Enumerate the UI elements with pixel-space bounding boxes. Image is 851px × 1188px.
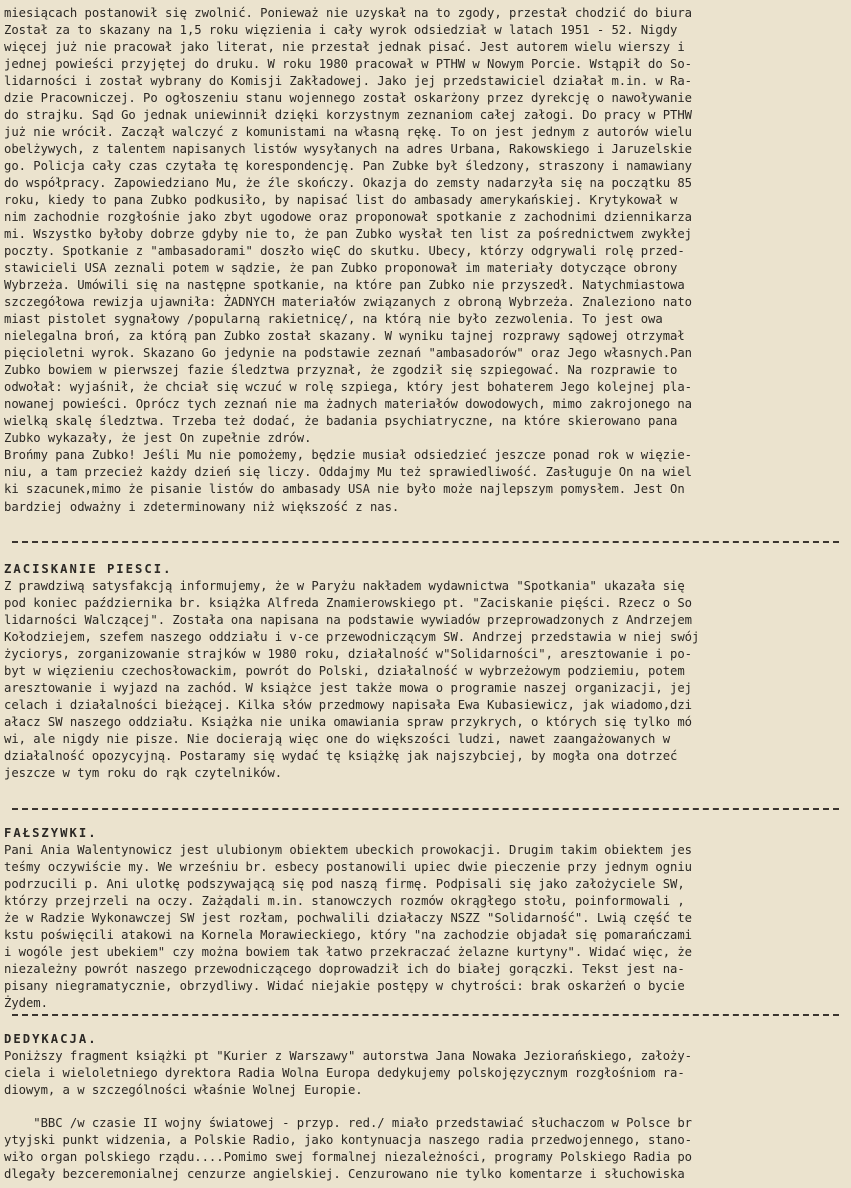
text-line: Zubko bowiem w pierwszej fazie śledztwa przyznał, że zgodził się szpiegować. Na rozprawie to — [4, 363, 678, 377]
text-line: miast pistolet sygnałowy /popularną rakietnicę/, na którą nie było zezwolenia. To jest owa — [4, 312, 663, 326]
text-line: ytyjski punkt widzenia, a Polskie Radio, jako kontynuacja naszego radia przedwojennego, stano- — [4, 1133, 692, 1147]
text-line: pisany niegramatycznie, obrzydliwy. Widać niejakie postępy w chytrości: brak oskarżeń o bycie — [4, 979, 685, 993]
text-line: nielegalna broń, za którą pan Zubko został skazany. W wyniku tajnej rozprawy sądowej otrzymał — [4, 329, 685, 343]
text-line: stawicieli USA zeznali potem w sądzie, że pan Zubko proponował im materiały dotyczące obrony — [4, 261, 678, 275]
text-line: dzie Pracowniczej. Po ogłoszeniu stanu wojennego został oskarżony przez dyrekcję o nawoływanie — [4, 91, 692, 105]
section-divider — [12, 541, 839, 543]
text-line: mi. Wszystko byłoby dobrze gdyby nie to, że pan Zubko wysłał ten list za pośrednictwem zwykłej — [4, 227, 692, 241]
text-line: niu, a tam przecież każdy dzień się liczy. Oddajmy Mu też sprawiedliwość. Zasługuje On na wiel — [4, 465, 692, 479]
text-line: obelżywych, z talentem napisanych listów wysyłanych na adres Urbana, Rakowskiego i Jaruzelskie — [4, 142, 692, 156]
section-title: FAŁSZYWKI. — [4, 826, 98, 840]
text-line: go. Policja cały czas czytała tę korespondencję. Pan Zubke był śledzony, straszony i namawiany — [4, 159, 692, 173]
text-line: Z prawdziwą satysfakcją informujemy, że w Paryżu nakładem wydawnictwa "Spotkania" ukazała się — [4, 579, 685, 593]
text-line: do strajku. Sąd Go jednak uniewinnił dzięki korzystnym zeznaniom całej załogi. Do pracy w PTHW — [4, 108, 692, 122]
section-divider — [12, 808, 839, 810]
section-title: ZACISKANIE PIESCI. — [4, 562, 173, 576]
text-line: niezależny powrót naszego przewodniczącego doprowadził ich do białej gorączki. Tekst jest na- — [4, 962, 685, 976]
text-line: którzy przejrzeli na oczy. Zażądali m.in. stanowczych rozmów okrągłego stołu, poinformowali , — [4, 894, 685, 908]
text-line: miesiącach postanowił się zwolnić. Ponieważ nie uzyskał na to zgody, przestał chodzić do biura — [4, 6, 692, 20]
text-line: już nie wrócił. Zaczął walczyć z komunistami na własną rękę. To on jest jednym z autorów wielu — [4, 125, 692, 139]
text-line: Został za to skazany na 1,5 roku więzienia i cały wyrok odsiedział w latach 1951 - 52. Nigdy — [4, 23, 678, 37]
text-line: że w Radzie Wykonawczej SW jest rozłam, pochwalili działaczy NSZZ "Solidarność". Lwią część te — [4, 911, 692, 925]
section-title: DEDYKACJA. — [4, 1032, 98, 1046]
text-line: wiło organ polskiego rządu....Pomimo swej formalnej niezależności, programy Polskiego Radia po — [4, 1150, 692, 1164]
text-line: pod koniec października br. książka Alfreda Znamierowskiego pt. "Zaciskanie pięści. Rzecz o So — [4, 596, 692, 610]
text-line: jeszcze w tym roku do rąk czytelników. — [4, 766, 283, 780]
text-line: poczty. Spotkanie z "ambasadorami" doszło więC do skutku. Ubecy, którzy odgrywali rolę przed- — [4, 244, 685, 258]
text-line: Kołodziejem, szefem naszego oddziału i v-ce przewodniczącym SW. Andrzej przedstawia w niej swój — [4, 630, 700, 644]
text-line: życiorys, zorganizowanie strajków w 1980 roku, działalność w"Solidarności", aresztowanie i po- — [4, 647, 692, 661]
text-line: lidarności Walczącej". Została ona napisana na podstawie wywiadów przeprowadzonych z Andrzejem — [4, 613, 692, 627]
text-line: Poniższy fragment książki pt "Kurier z Warszawy" autorstwa Jana Nowaka Jeziorańskiego, założy- — [4, 1049, 692, 1063]
text-line: jednej powieści przyjętej do druku. W roku 1980 pracował w PTHW w Nowym Porcie. Wstąpił do So- — [4, 57, 692, 71]
text-line: ałacz SW naszego oddziału. Książka nie unika omawiania spraw przykrych, o których się tylko mó — [4, 715, 692, 729]
text-line: celach i działalności bieżącej. Kilka słów przedmowy napisała Ewa Kubasiewicz, jak wiadomo,dzi — [4, 698, 692, 712]
section-divider — [12, 1014, 839, 1016]
text-line: aresztowanie i wyjazd na zachód. W książce jest także mowa o programie naszej organizacji, jej — [4, 681, 692, 695]
text-line: do współpracy. Zapowiedziano Mu, że źle skończy. Okazja do zemsty nadarzyła się na początku 85 — [4, 176, 692, 190]
text-line: więcej już nie pracował jako literat, nie przestał jednak pisać. Jest autorem wielu wierszy i — [4, 40, 685, 54]
text-line: Wybrzeża. Umówili się na następne spotkanie, na które pan Zubko nie przyszedł. Natychmiastowa — [4, 278, 685, 292]
text-line: lidarności i został wybrany do Komisji Zakładowej. Jako jej przedstawiciel działał m.in. w Ra- — [4, 74, 692, 88]
text-line: diowym, a w szczególności właśnie Wolnej Europie. — [4, 1083, 363, 1097]
text-line: odwołał: wyjaśnił, że chciał się wczuć w rolę szpiega, który jest bohaterem Jego kolejnej pla- — [4, 380, 692, 394]
text-line: wi, ale nigdy nie pisze. Nie docierają więc one do większości ludzi, nawet zaangażowanych w — [4, 732, 671, 746]
text-line: ki szacunek,mimo że pisanie listów do ambasady USA nie było może najlepszym pomysłem. Jest On — [4, 482, 685, 496]
text-line: Brońmy pana Zubko! Jeśli Mu nie pomożemy, będzie musiał odsiedzieć jeszcze ponad rok w więzie- — [4, 448, 692, 462]
text-line: działalność opozycyjną. Postaramy się wydać tę książkę jak najszybciej, by mogła ona dotrzeć — [4, 749, 678, 763]
text-line: nim zachodnie rozgłośnie jako zbyt ugodowe oraz proponował spotkanie z zachodnimi dziennikarza — [4, 210, 692, 224]
text-line: pięcioletni wyrok. Skazano Go jedynie na podstawie zeznań "ambasadorów" oraz Jego własnych.Pan — [4, 346, 692, 360]
text-line: bardziej odważny i zdeterminowany niż większość z nas. — [4, 500, 400, 514]
text-line: podrzucili p. Ani ulotkę podszywającą się pod naszą firmę. Podpisali się jako założyciele SW, — [4, 877, 685, 891]
text-line: Zubko wykazały, że jest On zupełnie zdrów. — [4, 431, 312, 445]
text-line: szczegółowa rewizja ujawniła: ŻADNYCH materiałów związanych z obroną Wybrzeża. Znaleziono nato — [4, 295, 692, 309]
text-line: ciela i wieloletniego dyrektora Radia Wolna Europa dedykujemy polskojęzycznym rozgłośniom ra- — [4, 1066, 685, 1080]
text-line: "BBC /w czasie II wojny światowej - przyp. red./ miało przedstawiać słuchaczom w Polsce br — [4, 1116, 692, 1130]
text-line: roku, kiedy to pana Zubko podkusiło, by napisać list do ambasady amerykańskiej. Krytykował w — [4, 193, 678, 207]
text-line: wielką skalę śledztwa. Trzeba też dodać, że badania psychiatryczne, na które skierowano pana — [4, 414, 678, 428]
text-line: teśmy oczywiście my. We wrześniu br. esbecy postanowili upiec dwie pieczenie przy jednym ogniu — [4, 860, 692, 874]
text-line: kstu poświęcili atakowi na Kornela Morawieckiego, który "na zachodzie objadał się pomarańczami — [4, 928, 692, 942]
text-line: i wogóle jest ubekiem" czy można bowiem tak łatwo przekraczać żelazne kurtyny". Widać więc, że — [4, 945, 692, 959]
text-line: Pani Ania Walentynowicz jest ulubionym obiektem ubeckich prowokacji. Drugim takim obiektem jes — [4, 843, 692, 857]
text-line: Żydem. — [4, 996, 48, 1010]
text-line: byt w więzieniu czechosłowackim, powrót do Polski, działalność w wybrzeżowym podziemiu, potem — [4, 664, 685, 678]
text-line: nowanej powieści. Oprócz tych zeznań nie ma żadnych materiałów dowodowych, mimo zakrojonego na — [4, 397, 692, 411]
text-line: dlegały bezceremonialnej cenzurze angielskiej. Cenzurowano nie tylko komentarze i słuchowiska — [4, 1167, 685, 1181]
